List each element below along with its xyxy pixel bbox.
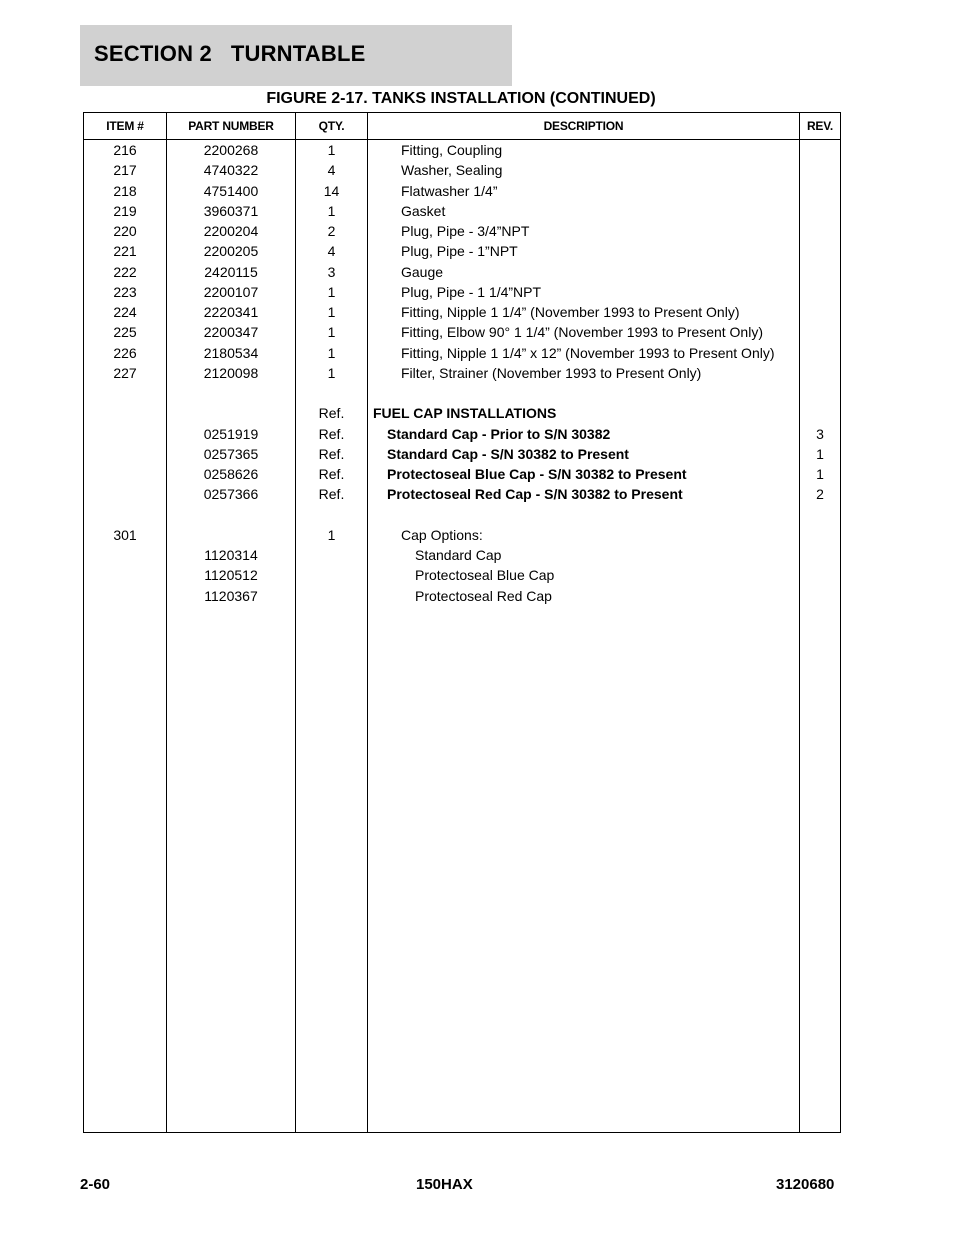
part-number: 3960371 (203, 202, 259, 219)
quantity: Ref. (318, 486, 345, 503)
table-row (84, 221, 840, 241)
header-qty: QTY. (318, 119, 345, 133)
table-row (84, 140, 840, 160)
item-number (84, 586, 166, 606)
table-row (84, 282, 840, 302)
quantity (296, 505, 367, 525)
part-number: 0257365 (203, 445, 259, 462)
description (369, 383, 803, 403)
revision (800, 262, 840, 282)
description: Standard Cap - S/N 30382 to Present (387, 445, 629, 462)
description: FUEL CAP INSTALLATIONS (373, 405, 557, 422)
description: Standard Cap (415, 547, 502, 563)
part-number: 1120367 (204, 587, 258, 604)
part-number: 4740322 (203, 162, 259, 179)
header-rev: REV. (806, 119, 834, 133)
parts-table (83, 112, 841, 1133)
table-row (84, 424, 840, 444)
table-row (84, 181, 840, 201)
quantity: 3 (327, 263, 336, 280)
item-number: 218 (113, 182, 137, 199)
table-row (84, 505, 840, 525)
quantity (296, 383, 367, 403)
part-number (167, 383, 295, 403)
item-number: 223 (113, 283, 137, 300)
description: Fitting, Elbow 90° 1 1/4” (November 1993 to Present Only) (401, 324, 763, 341)
item-number (84, 424, 166, 444)
revision (800, 241, 840, 261)
table-row (84, 201, 840, 221)
quantity: 1 (327, 364, 336, 381)
revision (800, 545, 840, 565)
quantity: 1 (327, 202, 336, 219)
revision: 1 (816, 466, 824, 482)
revision (800, 282, 840, 302)
item-number (84, 484, 166, 504)
table-row (84, 302, 840, 322)
part-number: 2200107 (203, 283, 259, 300)
part-number: 1120314 (204, 547, 258, 563)
item-number (84, 545, 166, 565)
item-number (84, 444, 166, 464)
revision (800, 565, 840, 585)
part-number: 2200347 (203, 324, 259, 341)
revision (800, 302, 840, 322)
quantity: 1 (327, 142, 336, 158)
description: Plug, Pipe - 1 1/4”NPT (401, 283, 542, 300)
revision (800, 160, 840, 180)
section-header (80, 25, 512, 86)
table-row (84, 484, 840, 504)
revision (800, 181, 840, 201)
table-row (84, 565, 840, 585)
table-row (84, 262, 840, 282)
quantity: 1 (327, 324, 336, 341)
revision (800, 363, 840, 383)
table-row (84, 525, 840, 545)
part-number: 1120512 (204, 567, 258, 584)
model-name: 150HAX (416, 1176, 473, 1193)
table-row (84, 322, 840, 342)
part-number (167, 403, 295, 423)
document-number: 3120680 (776, 1176, 835, 1193)
part-number: 2200204 (203, 223, 259, 239)
table-row (84, 343, 840, 363)
item-number (84, 464, 166, 484)
part-number: 2200205 (203, 243, 259, 260)
description: Gauge (401, 263, 444, 280)
description: Protectoseal Blue Cap (415, 567, 555, 584)
part-number: 2420115 (204, 263, 258, 280)
revision (800, 201, 840, 221)
quantity: 2 (327, 223, 336, 239)
quantity (296, 586, 367, 606)
quantity (296, 565, 367, 585)
revision (800, 140, 840, 160)
quantity: Ref. (318, 466, 345, 482)
part-number: 0251919 (203, 425, 259, 442)
revision: 1 (816, 445, 824, 462)
item-number (84, 565, 166, 585)
figure-title: FIGURE 2-17. TANKS INSTALLATION (CONTINUED) (266, 90, 656, 107)
description: Flatwasher 1/4” (401, 182, 498, 199)
revision (800, 403, 840, 423)
item-number: 219 (113, 202, 137, 219)
item-number: 216 (113, 142, 137, 158)
quantity: 14 (323, 182, 340, 199)
part-number: 2180534 (203, 344, 259, 361)
quantity: 1 (327, 283, 336, 300)
item-number (84, 505, 166, 525)
item-number (84, 383, 166, 403)
part-number: 0258626 (203, 466, 259, 482)
table-row (84, 241, 840, 261)
description (369, 505, 803, 525)
quantity: 1 (327, 526, 336, 543)
item-number: 224 (113, 304, 137, 320)
table-row (84, 586, 840, 606)
description: Protectoseal Red Cap - S/N 30382 to Present (387, 486, 683, 503)
part-number: 2200268 (203, 142, 259, 158)
description: Fitting, Coupling (401, 142, 503, 158)
quantity: Ref. (318, 425, 345, 442)
revision (800, 525, 840, 545)
revision (800, 505, 840, 525)
description: Standard Cap - Prior to S/N 30382 (387, 425, 611, 442)
revision (800, 322, 840, 342)
description: Filter, Strainer (November 1993 to Present Only) (401, 364, 702, 381)
item-number: 220 (113, 223, 137, 239)
part-number (167, 525, 295, 545)
item-number: 221 (113, 243, 137, 260)
part-number: 2120098 (203, 364, 259, 381)
table-row (84, 545, 840, 565)
description: Cap Options: (401, 526, 483, 543)
quantity: 4 (327, 243, 336, 260)
quantity (296, 545, 367, 565)
part-number: 2220341 (203, 304, 259, 320)
item-number: 222 (113, 263, 137, 280)
description: Protectoseal Blue Cap - S/N 30382 to Present (387, 466, 687, 482)
revision: 2 (816, 486, 824, 503)
table-row (84, 363, 840, 383)
description: Fitting, Nipple 1 1/4” (November 1993 to Present Only) (401, 304, 740, 320)
description: Protectoseal Red Cap (415, 587, 552, 604)
description: Washer, Sealing (401, 162, 503, 179)
item-number: 225 (113, 324, 137, 341)
description: Plug, Pipe - 1”NPT (401, 243, 518, 260)
header-part-number: PART NUMBER (188, 119, 274, 133)
page-number: 2-60 (80, 1176, 111, 1193)
item-number: 226 (113, 344, 137, 361)
table-row (84, 160, 840, 180)
quantity: Ref. (318, 405, 345, 422)
table-row (84, 444, 840, 464)
quantity: 1 (327, 344, 336, 361)
table-row (84, 403, 840, 423)
revision: 3 (816, 425, 824, 442)
quantity: 4 (327, 162, 336, 179)
header-item: ITEM # (106, 119, 144, 133)
description: Fitting, Nipple 1 1/4” x 12” (November 1993 to Present Only) (401, 344, 775, 361)
section-title: SECTION 2 TURNTABLE (94, 41, 366, 66)
part-number (167, 505, 295, 525)
item-number (84, 403, 166, 423)
item-number: 301 (113, 526, 137, 543)
description: Plug, Pipe - 3/4”NPT (401, 223, 530, 239)
quantity: Ref. (318, 445, 345, 462)
quantity: 1 (327, 304, 336, 320)
table-row (84, 464, 840, 484)
revision (800, 221, 840, 241)
table-row (84, 383, 840, 403)
revision (800, 343, 840, 363)
part-number: 4751400 (203, 182, 259, 199)
revision (800, 586, 840, 606)
revision (800, 383, 840, 403)
description: Gasket (401, 202, 446, 219)
item-number: 217 (113, 162, 137, 179)
part-number: 0257366 (203, 486, 259, 503)
item-number: 227 (113, 364, 137, 381)
header-description: DESCRIPTION (543, 119, 624, 133)
